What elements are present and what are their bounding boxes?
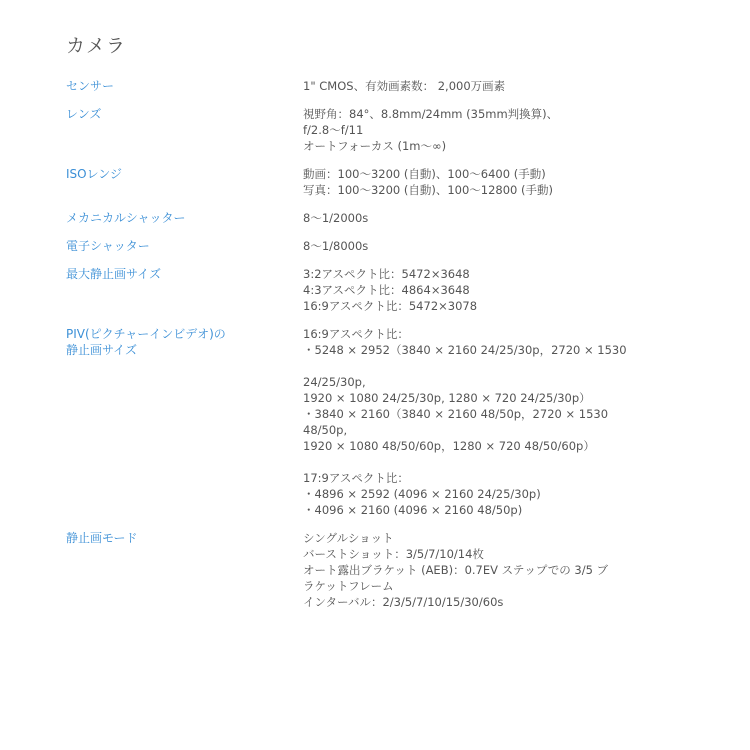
spec-value-line: シングルショット — [303, 531, 394, 545]
spec-value-line: 4:3アスペクト比：4864×3648 — [303, 283, 470, 297]
spec-value-line: 16:9アスペクト比：5472×3078 — [303, 299, 478, 313]
spec-label-line: レンズ — [66, 107, 102, 121]
spec-label-line: 静止画サイズ — [66, 343, 138, 357]
spec-value-line: 写真：100〜3200 (自動)、100〜12800 (手動) — [303, 183, 554, 197]
spec-value-line: 1920 × 1080 24/25/30p, 1280 × 720 24/25/30p） — [303, 391, 591, 405]
spec-row-electronic-shutter — [66, 238, 686, 254]
spec-value-blank-line — [303, 454, 623, 470]
spec-value-line: 8〜1/8000s — [303, 239, 369, 253]
spec-label-line: 最大静止画サイズ — [66, 267, 162, 281]
spec-label-line: センサー — [66, 79, 115, 93]
spec-label-line: 電子シャッター — [66, 239, 150, 253]
spec-value-line: 16:9アスペクト比： — [303, 327, 409, 341]
spec-label — [66, 326, 303, 358]
spec-value — [303, 266, 623, 314]
spec-row-piv-still-size — [66, 326, 686, 518]
spec-label — [66, 266, 303, 282]
spec-row-max-still-size — [66, 266, 686, 314]
spec-row-lens — [66, 106, 686, 154]
spec-value-blank-line — [303, 358, 623, 374]
spec-value-line: 17:9アスペクト比： — [303, 471, 409, 485]
spec-value — [303, 106, 623, 154]
spec-label — [66, 530, 303, 546]
spec-value-line: オートフォーカス (1m〜∞) — [303, 139, 447, 153]
spec-value-line: 1" CMOS、有効画素数： 2,000万画素 — [303, 79, 506, 93]
section-title: カメラ — [66, 35, 127, 57]
spec-value-line: ・4896 × 2592 (4096 × 2160 24/25/30p) — [303, 487, 541, 501]
spec-value-line: 8〜1/2000s — [303, 211, 369, 225]
spec-label — [66, 238, 303, 254]
spec-value-line: 視野角：84°、8.8mm/24mm (35mm判換算)、 — [303, 107, 559, 121]
spec-value-line: ラケットフレーム — [303, 579, 394, 593]
spec-value-line: 3:2アスペクト比：5472×3648 — [303, 267, 470, 281]
spec-row-mechanical-shutter — [66, 210, 686, 226]
spec-label-line: メカニカルシャッター — [66, 211, 186, 225]
spec-label-line: 静止画モード — [66, 531, 138, 545]
spec-value-line: 24/25/30p, — [303, 375, 366, 389]
spec-label — [66, 210, 303, 226]
spec-value — [303, 238, 623, 254]
spec-value — [303, 78, 623, 94]
spec-value-line: f/2.8〜f/11 — [303, 123, 364, 137]
spec-label-line: PIV(ピクチャーインビデオ)の — [66, 327, 226, 341]
spec-value — [303, 210, 623, 226]
spec-value-line: 48/50p, — [303, 423, 348, 437]
spec-value-line: ・5248 × 2952（3840 × 2160 24/25/30p，2720 × 1530 — [303, 343, 627, 357]
spec-value — [303, 530, 623, 610]
spec-value-line: 1920 × 1080 48/50/60p，1280 × 720 48/50/60p） — [303, 439, 595, 453]
spec-value-line: バーストショット：3/5/7/10/14枚 — [303, 547, 484, 561]
spec-row-sensor — [66, 78, 686, 94]
spec-row-iso-range — [66, 166, 686, 198]
spec-table — [66, 78, 686, 610]
spec-value-line: ・3840 × 2160（3840 × 2160 48/50p，2720 × 1530 — [303, 407, 609, 421]
spec-value-line: インターバル：2/3/5/7/10/15/30/60s — [303, 595, 504, 609]
spec-value-line: オート露出ブラケット (AEB)：0.7EV ステップでの 3/5 ブ — [303, 563, 609, 577]
spec-label — [66, 166, 303, 182]
spec-label — [66, 106, 303, 122]
spec-value — [303, 166, 623, 198]
spec-value-line: 動画：100〜3200 (自動)、100〜6400 (手動) — [303, 167, 546, 181]
spec-value-line: ・4096 × 2160 (4096 × 2160 48/50p) — [303, 503, 523, 517]
spec-label — [66, 78, 303, 94]
spec-label-line: ISOレンジ — [66, 167, 123, 181]
spec-row-still-mode — [66, 530, 686, 610]
spec-value — [303, 326, 627, 518]
